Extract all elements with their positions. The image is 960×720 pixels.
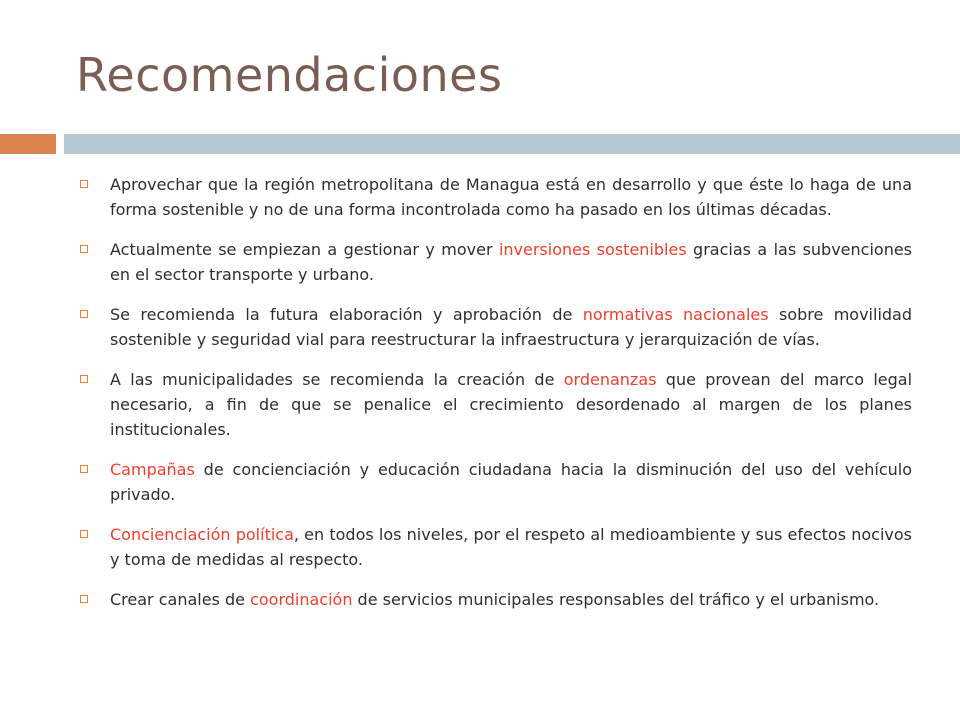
square-bullet-icon xyxy=(80,245,88,253)
list-item xyxy=(76,367,912,442)
bullet-text-before: Actualmente se empiezan a gestionar y mover xyxy=(110,240,499,259)
highlight-text: coordinación xyxy=(250,590,353,609)
highlight-text: inversiones sostenibles xyxy=(498,240,687,259)
square-bullet-icon xyxy=(80,530,88,538)
list-item xyxy=(76,587,912,612)
square-bullet-icon xyxy=(80,310,88,318)
header-bar xyxy=(64,134,960,154)
bullet-text-after: , en todos los niveles, por el respeto al medioambiente y sus efectos nocivos y toma de medidas al respecto. xyxy=(110,525,913,569)
bullet-text-after: sobre movilidad sostenible y seguridad vial para reestructurar la infraestructura y jerarquización de vías. xyxy=(110,305,913,349)
accent-bar xyxy=(0,134,56,154)
highlight-text: Campañas xyxy=(110,460,195,479)
highlight-text: normativas nacionales xyxy=(582,305,769,324)
highlight-text: Concienciación política xyxy=(110,525,294,544)
highlight-text: ordenanzas xyxy=(563,370,657,389)
square-bullet-icon xyxy=(80,465,88,473)
bullet-text-before: Crear canales de xyxy=(110,590,251,609)
bullet-text-before: A las municipalidades se recomienda la creación de xyxy=(110,370,564,389)
square-bullet-icon xyxy=(80,180,88,188)
list-item xyxy=(76,237,912,287)
square-bullet-icon xyxy=(80,595,88,603)
list-item xyxy=(76,457,912,507)
list-item xyxy=(76,172,912,222)
bullet-text: Aprovechar que la región metropolitana de Managua está en desarrollo y que éste lo haga de una forma sostenible y no de una forma incontrolada como ha pasado en los últimas décadas. xyxy=(110,175,912,219)
bullet-text-after: de concienciación y educación ciudadana hacia la disminución del uso del vehículo privado. xyxy=(110,460,912,504)
bullet-text-after: de servicios municipales responsables del tráfico y el urbanismo. xyxy=(352,590,880,609)
bullet-list xyxy=(76,172,912,627)
list-item xyxy=(76,522,912,572)
bullet-text-after: que provean del marco legal necesario, a fin de que se penalice el crecimiento desordenado al margen de los planes institucionales. xyxy=(110,370,913,439)
square-bullet-icon xyxy=(80,375,88,383)
bullet-text-before: Se recomienda la futura elaboración y aprobación de xyxy=(110,305,583,324)
slide-title: Recomendaciones xyxy=(76,48,503,102)
list-item xyxy=(76,302,912,352)
bullet-text-after: gracias a las subvenciones en el sector transporte y urbano. xyxy=(110,240,913,284)
